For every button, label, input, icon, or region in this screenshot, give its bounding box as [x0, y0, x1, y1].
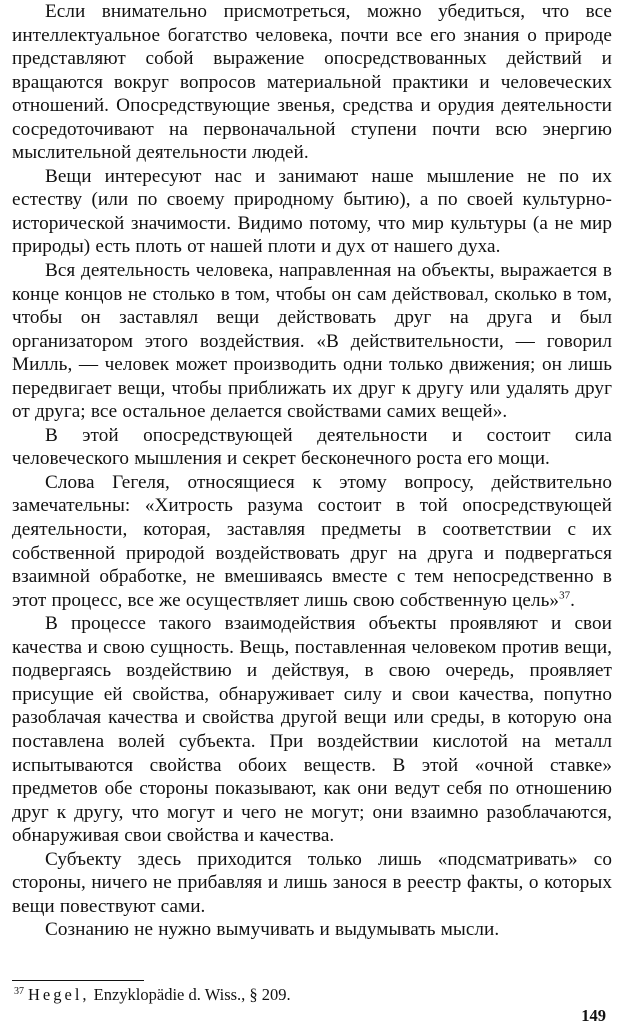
footnote-author: Hegel, — [28, 985, 90, 1004]
page-number: 149 — [581, 1006, 606, 1025]
paragraph-4: В этой опосредствующей деятельности и состоит сила человеческого мышления и секрет бесконечного роста его мощи. — [12, 424, 612, 470]
paragraph-6: В процессе такого взаимодействия объекты проявляют и свои качества и свою сущность. Вещь, поставленная человеком против вещи, подвергаясь воздействию и действуя, в свою очередь, проявляет присущие ей свойства, обнаруживает силу и свои качества, попутно разоблачая качества и свойства другой вещи или среды, в которую она поставлена волей субъекта. При воздействии кислотой на металл испытываются свойства обоих веществ. В этой «очной ставке» предметов обе стороны показывают, как они ведут себя по отношению друг к другу, что могут и чего не могут; они взаимно разоблачаются, обнаруживая свои свойства и качества. — [12, 613, 612, 847]
footnote-reference-text: Enzyklopädie d. Wiss., § 209. — [93, 985, 291, 1004]
footnote-divider — [12, 980, 144, 981]
main-text — [12, 0, 612, 942]
paragraph-5: Слова Гегеля, относящиеся к этому вопросу, действительно замечательны: «Хитрость разума состоит в той опосредствующей деятельности, которая, заставляя предметы в соответствии с их собственной природой воздействовать друг на друга и подвергаться взаимной обработке, не вмешиваясь вместе с тем непосредственно в этот процесс, все же осуществляет лишь свою собственную цель»$^{37}$. — [12, 471, 612, 611]
footnote — [14, 985, 604, 1005]
footnote-mark: 37 — [14, 985, 24, 997]
paragraph-3: Вся деятельность человека, направленная на объекты, выражается в конце концов не столько в том, чтобы он сам действовал, сколько в том, чтобы он заставлял вещи действовать друг на друга и был организатором этого воздействия. «В действительности, — говорил Милль, — человек может производить одни только движения; он лишь передвигает вещи, чтобы приближать их друг к другу или удалять друг от друга; все остальное делается свойствами самих вещей». — [12, 260, 612, 423]
paragraph-7: Субъекту здесь приходится только лишь «подсматривать» со стороны, ничего не прибавляя и лишь занося в реестр факты, о которых вещи повествуют сами. — [12, 848, 612, 917]
footnote-reference: 37 — [559, 589, 571, 602]
paragraph-8: Сознанию не нужно вымучивать и выдумывать мысли. — [45, 919, 500, 941]
paragraph-2: Вещи интересуют нас и занимают наше мышление не по их естеству (или по своему природному бытию), а по своей культурно-исторической значимости. Видимо потому, что мир культуры (а не мир природы) есть плоть от нашей плоти и дух от нашего духа. — [12, 165, 612, 258]
paragraph-1: Если внимательно присмотреться, можно убедиться, что все интеллектуальное богатство человека, почти все его знания о природе представляют собой выражение опосредствованных действий и вращаются вокруг вопросов материальной практики и человеческих отношений. Опосредствующие звенья, средства и орудия деятельности сосредоточивают на первоначальной ступени почти всю энергию мыслительной деятельности людей. — [12, 1, 612, 164]
paragraph-5-text: Слова Гегеля, относящиеся к этому вопросу, действительно замечательны: «Хитрость разума состоит в той опосредствующей деятельности, которая, заставляя предметы в соответствии с их собственной природой воздействовать друг на друга и подвергаться взаимной обработке, не вмешиваясь вместе с тем непосредственно в этот процесс, все же осуществляет лишь свою собственную цель» — [12, 471, 612, 611]
